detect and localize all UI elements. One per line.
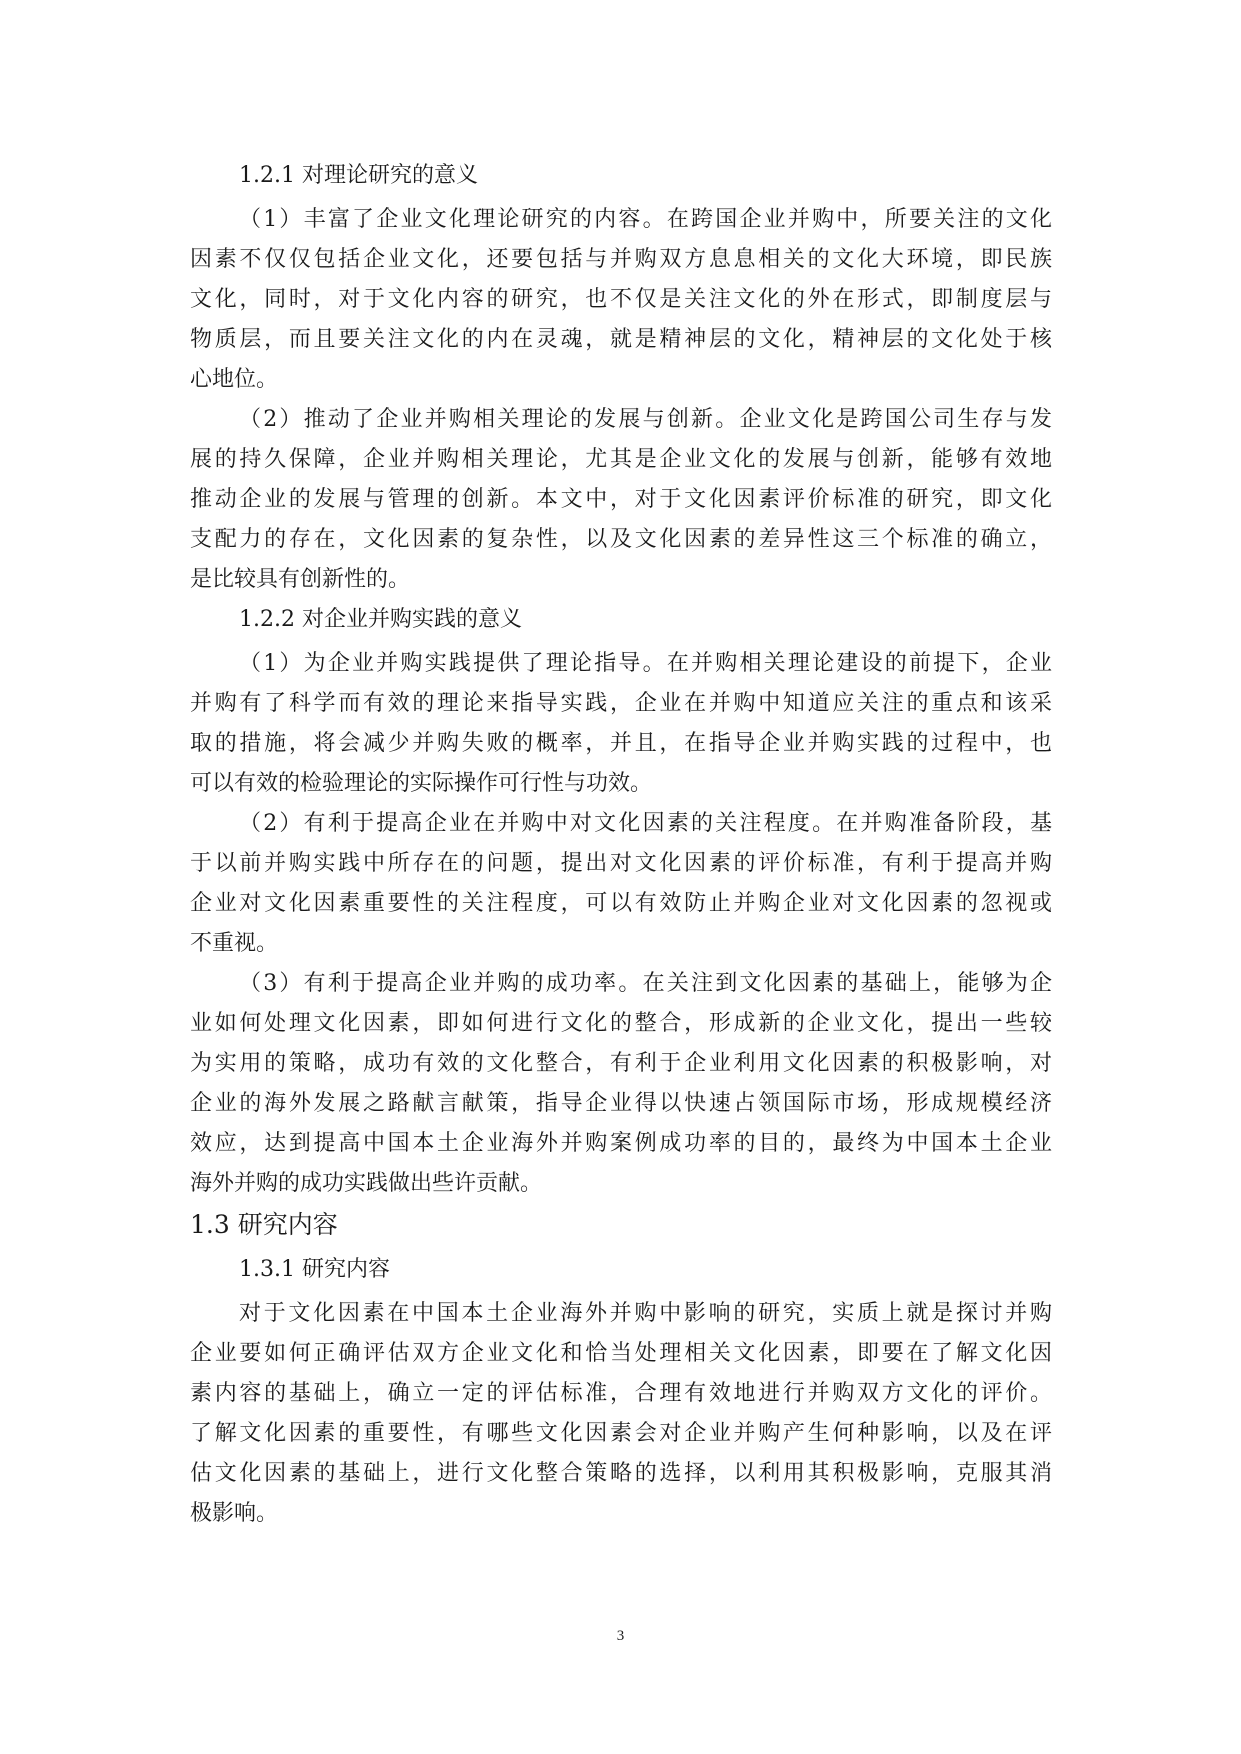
paragraph <box>190 650 1052 810</box>
paragraph-line: 素内容的基础上，确立一定的评估标准，合理有效地进行并购双方文化的评价。 <box>190 1381 1052 1406</box>
paragraph-line: 可以有效的检验理论的实际操作可行性与功效。 <box>190 771 653 796</box>
subsection-heading: 1.2.1 对理论研究的意义 <box>239 163 478 188</box>
paragraph-line: 物质层，而且要关注文化的内在灵魂，就是精神层的文化，精神层的文化处于核 <box>190 327 1052 352</box>
paragraph-line: 效应，达到提高中国本土企业海外并购案例成功率的目的，最终为中国本土企业 <box>190 1131 1052 1156</box>
paragraph-line: 了解文化因素的重要性，有哪些文化因素会对企业并购产生何种影响，以及在评 <box>190 1421 1052 1446</box>
paragraph-line: 对于文化因素在中国本土企业海外并购中影响的研究，实质上就是探讨并购 <box>239 1301 1052 1326</box>
paragraph-line: 不重视。 <box>190 931 279 956</box>
subsection-heading: 1.2.2 对企业并购实践的意义 <box>239 607 522 632</box>
paragraph-line: 海外并购的成功实践做出些许贡献。 <box>190 1171 543 1196</box>
paragraph-line: 推动企业的发展与管理的创新。本文中，对于文化因素评价标准的研究，即文化 <box>190 487 1052 512</box>
paragraph-line: 估文化因素的基础上，进行文化整合策略的选择，以利用其积极影响，克服其消 <box>190 1461 1052 1486</box>
paragraph <box>190 206 1052 406</box>
paragraph <box>190 810 1052 970</box>
paragraph-line: 为实用的策略，成功有效的文化整合，有利于企业利用文化因素的积极影响，对 <box>190 1051 1052 1076</box>
paragraph-line: （2）推动了企业并购相关理论的发展与创新。企业文化是跨国公司生存与发 <box>239 407 1052 432</box>
paragraph-line: （3）有利于提高企业并购的成功率。在关注到文化因素的基础上，能够为企 <box>239 971 1052 996</box>
paragraph-line: 企业对文化因素重要性的关注程度，可以有效防止并购企业对文化因素的忽视或 <box>190 891 1052 916</box>
paragraph-line: 业如何处理文化因素，即如何进行文化的整合，形成新的企业文化，提出一些较 <box>190 1011 1052 1036</box>
section-heading: 1.3 研究内容 <box>190 1210 338 1239</box>
paragraph-line: （2）有利于提高企业在并购中对文化因素的关注程度。在并购准备阶段，基 <box>239 811 1052 836</box>
paragraph-line: 支配力的存在，文化因素的复杂性，以及文化因素的差异性这三个标准的确立， <box>190 527 1052 552</box>
paragraph-line: （1）丰富了企业文化理论研究的内容。在跨国企业并购中，所要关注的文化 <box>239 207 1052 232</box>
document-body <box>190 162 1052 1540</box>
paragraph-line: 因素不仅仅包括企业文化，还要包括与并购双方息息相关的文化大环境，即民族 <box>190 247 1052 272</box>
page-number: 3 <box>616 1628 625 1644</box>
subsection-heading: 1.3.1 研究内容 <box>239 1257 390 1282</box>
paragraph-line: 是比较具有创新性的。 <box>190 567 411 592</box>
paragraph-line: （1）为企业并购实践提供了理论指导。在并购相关理论建设的前提下，企业 <box>239 651 1052 676</box>
paragraph-line: 文化，同时，对于文化内容的研究，也不仅是关注文化的外在形式，即制度层与 <box>190 287 1052 312</box>
paragraph-line: 取的措施，将会减少并购失败的概率，并且，在指导企业并购实践的过程中，也 <box>190 731 1052 756</box>
paragraph <box>190 970 1052 1210</box>
paragraph-line: 并购有了科学而有效的理论来指导实践，企业在并购中知道应关注的重点和该采 <box>190 691 1052 716</box>
paragraph-line: 企业要如何正确评估双方企业文化和恰当处理相关文化因素，即要在了解文化因 <box>190 1341 1052 1366</box>
paragraph-line: 展的持久保障，企业并购相关理论，尤其是企业文化的发展与创新，能够有效地 <box>190 447 1052 472</box>
paragraph-line: 极影响。 <box>190 1501 279 1526</box>
paragraph-line: 于以前并购实践中所存在的问题，提出对文化因素的评价标准，有利于提高并购 <box>190 851 1052 876</box>
paragraph-line: 心地位。 <box>190 367 279 392</box>
paragraph <box>190 1300 1052 1540</box>
paragraph <box>190 406 1052 606</box>
paragraph-line: 企业的海外发展之路献言献策，指导企业得以快速占领国际市场，形成规模经济 <box>190 1091 1052 1116</box>
